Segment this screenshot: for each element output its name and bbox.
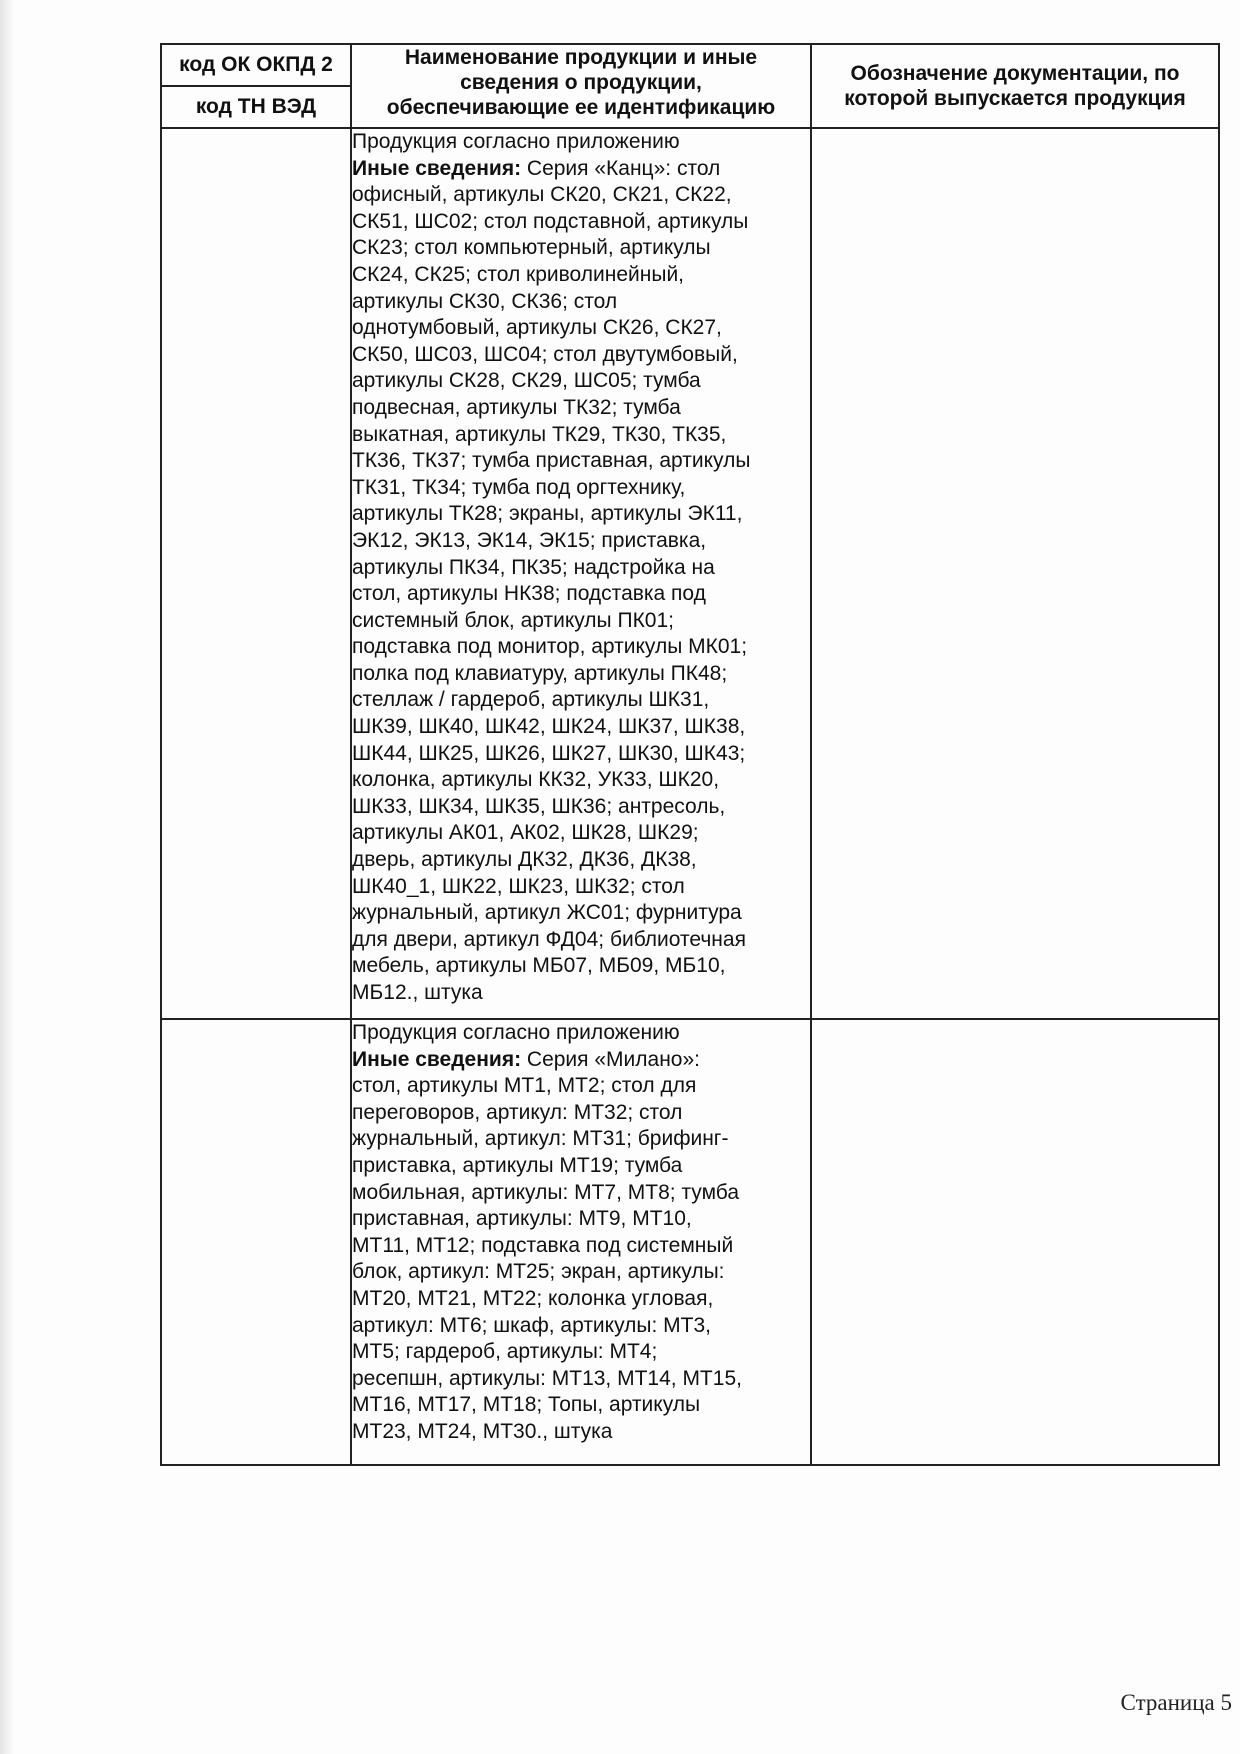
info-first-line: Серия «Милано»: bbox=[521, 1047, 700, 1071]
description-line: стол, артикулы МТ1, МТ2; стол для bbox=[352, 1074, 697, 1098]
description-line: артикулы АК01, АК02, ШК28, ШК29; bbox=[352, 821, 699, 845]
intro-line: Продукция согласно приложению bbox=[352, 1021, 680, 1044]
description-line: МТ16, МТ17, МТ18; Топы, артикулы bbox=[352, 1393, 701, 1417]
description-line: подставка под монитор, артикулы МК01; bbox=[352, 635, 748, 659]
description-line: артикул: МТ6; шкаф, артикулы: МТ3, bbox=[352, 1313, 711, 1337]
doc-cell bbox=[811, 1019, 1219, 1465]
header-product-name bbox=[351, 44, 811, 128]
description-line: ТК31, ТК34; тумба под оргтехнику, bbox=[352, 475, 686, 499]
description-line: подвесная, артикулы ТК32; тумба bbox=[352, 395, 681, 419]
table-row bbox=[161, 1019, 1219, 1465]
header-row bbox=[161, 44, 1219, 86]
header-name-line: обеспечивающие ее идентификацию bbox=[386, 96, 776, 119]
description-line: ШК40_1, ШК22, ШК23, ШК32; стол bbox=[352, 874, 685, 898]
description-line: приставная, артикулы: МТ9, МТ10, bbox=[352, 1207, 692, 1231]
description-line: ШК39, ШК40, ШК42, ШК24, ШК37, ШК38, bbox=[352, 715, 746, 739]
description-line: журнальный, артикул: МТ31; брифинг- bbox=[352, 1127, 729, 1151]
header-doc-line: которой выпускается продукция bbox=[844, 87, 1186, 110]
description-line: полка под клавиатуру, артикулы ПК48; bbox=[352, 661, 728, 685]
scan-edge bbox=[0, 0, 14, 1754]
description-line: СК51, ШС02; стол подставной, артикулы bbox=[352, 209, 749, 233]
description-line: МТ5; гардероб, артикулы: МТ4; bbox=[352, 1340, 658, 1364]
description-line: СК50, ШС03, ШС04; стол двутумбовый, bbox=[352, 342, 738, 366]
description-line: МТ23, МТ24, МТ30., штука bbox=[352, 1419, 613, 1443]
code-cell bbox=[161, 1019, 351, 1465]
intro-line: Продукция согласно приложению bbox=[352, 130, 680, 153]
header-tnved-code: код ТН ВЭД bbox=[161, 86, 351, 128]
description-line: МТ11, МТ12; подставка под системный bbox=[352, 1233, 734, 1257]
description-line: артикулы ПК34, ПК35; надстройка на bbox=[352, 555, 715, 579]
doc-cell bbox=[811, 128, 1219, 1019]
info-label: Иные сведения: bbox=[352, 1047, 522, 1071]
description-line: ресепшн, артикулы: МТ13, МТ14, МТ15, bbox=[352, 1366, 742, 1390]
header-doc-line: Обозначение документации, по bbox=[850, 62, 1180, 85]
product-table bbox=[160, 43, 1220, 1466]
page-number: Страница 5 bbox=[1120, 1690, 1232, 1715]
info-label: Иные сведения: bbox=[352, 156, 522, 180]
description-line: СК24, СК25; стол криволинейный, bbox=[352, 262, 685, 286]
description-lines bbox=[352, 182, 810, 1006]
header-okpd-code: код ОК ОКПД 2 bbox=[161, 44, 351, 86]
description-line: приставка, артикулы МТ19; тумба bbox=[352, 1153, 683, 1177]
info-line bbox=[352, 156, 810, 183]
description-line: системный блок, артикулы ПК01; bbox=[352, 608, 675, 632]
table-row bbox=[161, 128, 1219, 1019]
description-line: ЭК12, ЭК13, ЭК14, ЭК15; приставка, bbox=[352, 528, 707, 552]
product-description-cell bbox=[351, 128, 811, 1019]
description-line: мебель, артикулы МБ07, МБ09, МБ10, bbox=[352, 954, 726, 978]
description-line: журнальный, артикул ЖС01; фурнитура bbox=[352, 901, 742, 925]
header-name-line: сведения о продукции, bbox=[460, 71, 702, 94]
description-line: артикулы СК28, СК29, ШС05; тумба bbox=[352, 369, 701, 393]
header-documentation bbox=[811, 44, 1219, 128]
info-line bbox=[352, 1047, 810, 1074]
description-line: стол, артикулы НК38; подставка под bbox=[352, 582, 706, 606]
description-line: МБ12., штука bbox=[352, 981, 483, 1004]
info-first-line: Серия «Канц»: стол bbox=[521, 156, 721, 180]
description-line: для двери, артикул ФД04; библиотечная bbox=[352, 927, 746, 951]
description-line: блок, артикул: МТ25; экран, артикулы: bbox=[352, 1260, 725, 1284]
description-line: СК23; стол компьютерный, артикулы bbox=[352, 236, 711, 260]
description-line: однотумбовый, артикулы СК26, СК27, bbox=[352, 316, 722, 340]
description-line: дверь, артикулы ДК32, ДК36, ДК38, bbox=[352, 848, 697, 872]
description-line: офисный, артикулы СК20, СК21, СК22, bbox=[352, 183, 732, 207]
code-cell bbox=[161, 128, 351, 1019]
description-line: колонка, артикулы КК32, УК33, ШК20, bbox=[352, 768, 720, 792]
description-line: артикулы ТК28; экраны, артикулы ЭК11, bbox=[352, 502, 743, 526]
description-line: стеллаж / гардероб, артикулы ШК31, bbox=[352, 688, 710, 712]
description-line: переговоров, артикул: МТ32; стол bbox=[352, 1100, 683, 1124]
description-lines bbox=[352, 1073, 810, 1445]
description-line: ТК36, ТК37; тумба приставная, артикулы bbox=[352, 449, 751, 473]
header-name-line: Наименование продукции и иные bbox=[404, 46, 758, 69]
description-line: артикулы СК30, СК36; стол bbox=[352, 289, 618, 313]
product-description-cell bbox=[351, 1019, 811, 1465]
description-line: ШК44, ШК25, ШК26, ШК27, ШК30, ШК43; bbox=[352, 741, 746, 765]
description-line: мобильная, артикулы: МТ7, МТ8; тумба bbox=[352, 1180, 739, 1204]
description-line: выкатная, артикулы ТК29, ТК30, ТК35, bbox=[352, 422, 727, 446]
description-line: ШК33, ШК34, ШК35, ШК36; антресоль, bbox=[352, 794, 726, 818]
description-line: МТ20, МТ21, МТ22; колонка угловая, bbox=[352, 1286, 714, 1310]
